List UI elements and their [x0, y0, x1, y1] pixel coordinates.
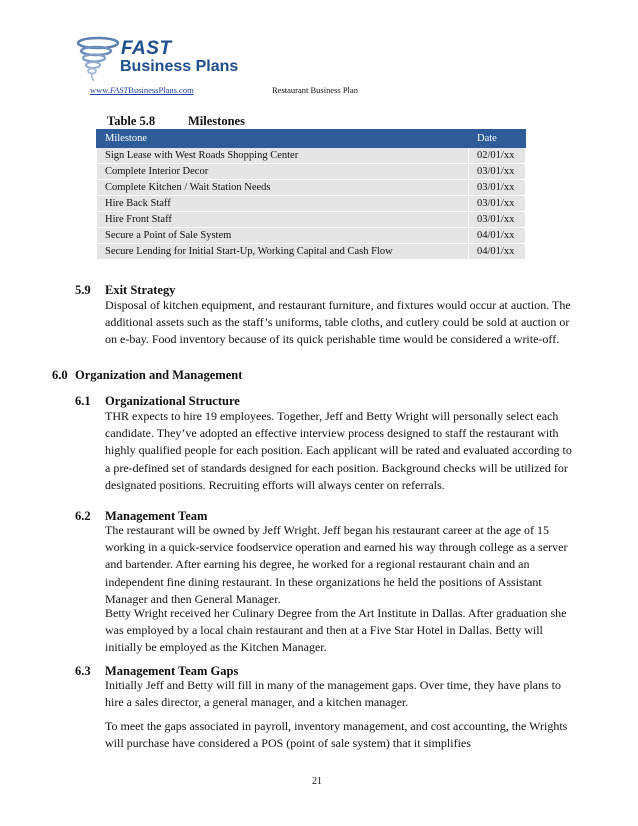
milestone-cell: Secure a Point of Sale System: [97, 228, 469, 244]
milestone-cell: Hire Front Staff: [97, 212, 469, 228]
milestone-cell: Sign Lease with West Roads Shopping Center: [97, 148, 469, 164]
table-row: [97, 196, 526, 212]
table-row: [97, 148, 526, 164]
date-cell: 04/01/xx: [469, 244, 526, 260]
milestone-cell: Secure Lending for Initial Start-Up, Working Capital and Cash Flow: [97, 244, 469, 260]
column-header-milestone: Milestone: [97, 130, 469, 148]
section-heading-organization-management: Organization and Management: [75, 368, 243, 382]
management-team-paragraph-1: The restaurant will be owned by Jeff Wright. Jeff began his restaurant career at the age of 15 working in a quick-service foodservice operation and earned his way through college as a server and bartender. After earning his degree, he worked for a regional restaurant chain and an independent fine dining restaurant. In these organizations he held the positions of Assistant Manager and then General Manager.: [105, 523, 568, 606]
section-number-6-2: 6.2: [75, 509, 91, 523]
section-number-5-9: 5.9: [75, 283, 91, 297]
section-number-6-3: 6.3: [75, 664, 91, 678]
page-number: 21: [312, 776, 322, 787]
milestones-table: [96, 129, 526, 260]
table-header-row: [97, 130, 526, 148]
milestone-cell: Hire Back Staff: [97, 196, 469, 212]
section-number-6-0: 6.0: [52, 368, 68, 382]
table-row: [97, 244, 526, 260]
date-cell: 03/01/xx: [469, 212, 526, 228]
date-cell: 03/01/xx: [469, 196, 526, 212]
organizational-structure-paragraph: THR expects to hire 19 employees. Together, Jeff and Betty Wright will personally select each candidate. They’ve adopted an effective interview process designed to staff the restaurant with highly qualified people for each position. Each applicant will be rated and evaluated according to a pre-defined set of standards designed for each position. Background checks will be utilized for designated positions. Recruiting efforts will always center on referrals.: [105, 409, 572, 492]
section-heading-management-team-gaps: Management Team Gaps: [105, 664, 239, 678]
date-cell: 03/01/xx: [469, 180, 526, 196]
milestone-cell: Complete Kitchen / Wait Station Needs: [97, 180, 469, 196]
document-title: Restaurant Business Plan: [272, 85, 358, 95]
table-row: [97, 212, 526, 228]
milestone-cell: Complete Interior Decor: [97, 164, 469, 180]
table-row: [97, 164, 526, 180]
url-suffix: BusinessPlans.com: [128, 85, 194, 95]
date-cell: 03/01/xx: [469, 164, 526, 180]
management-team-gaps-paragraph-2: To meet the gaps associated in payroll, inventory management, and cost accounting, the Wrights will purchase have considered a POS (point of sale system) that it simplifies: [105, 719, 568, 751]
table-row: [97, 180, 526, 196]
logo-business-plans-text: Business Plans: [120, 58, 239, 75]
exit-strategy-paragraph: Disposal of kitchen equipment, and restaurant furniture, and fixtures would occur at auction. The additional assets such as the staff’s uniforms, table cloths, and cutlery could be sold at auction or on e-bay. Food inventory because of its quick perishable time would be considered a write-off.: [105, 298, 571, 347]
section-heading-exit-strategy: Exit Strategy: [105, 283, 176, 297]
date-cell: 02/01/xx: [469, 148, 526, 164]
table-title: Milestones: [188, 114, 245, 128]
management-team-gaps-paragraph-1: Initially Jeff and Betty will fill in many of the management gaps. Over time, they have plans to hire a sales director, a general manager, and a kitchen manager.: [105, 678, 561, 710]
section-heading-management-team: Management Team: [105, 509, 208, 523]
section-heading-organizational-structure: Organizational Structure: [105, 394, 240, 408]
tornado-icon: [76, 36, 120, 82]
management-team-paragraph-2: Betty Wright received her Culinary Degree from the Art Institute in Dallas. After graduation she was employed by a local chain restaurant and then at a Five Star Hotel in Dallas. Betty will initially be employed as the Kitchen Manager.: [105, 606, 567, 655]
section-number-6-1: 6.1: [75, 394, 91, 408]
url-brand: FAST: [110, 85, 129, 95]
date-cell: 04/01/xx: [469, 228, 526, 244]
website-link[interactable]: [90, 85, 194, 95]
column-header-date: Date: [469, 130, 526, 148]
logo-fast-text: FAST: [121, 38, 172, 59]
company-logo: [76, 36, 239, 82]
table-number: Table 5.8: [107, 114, 156, 128]
url-prefix: www.: [90, 85, 110, 95]
table-row: [97, 228, 526, 244]
